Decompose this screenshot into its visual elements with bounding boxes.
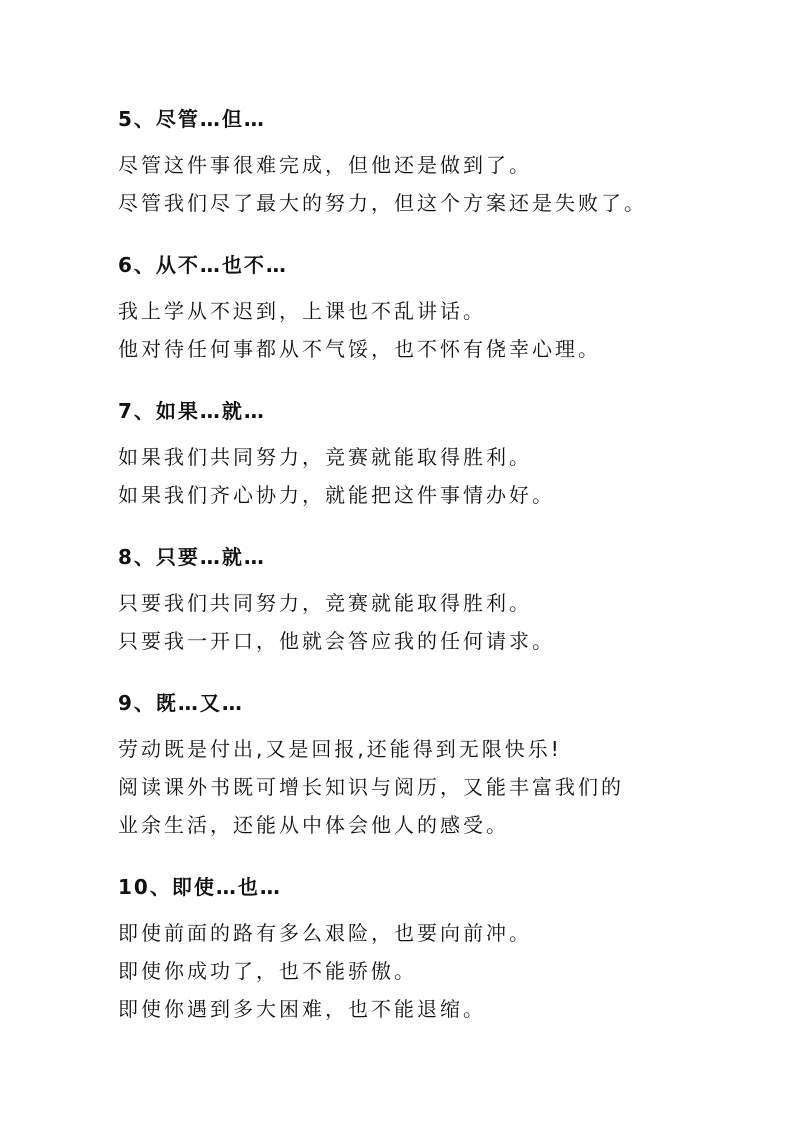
section-9 <box>118 684 758 844</box>
section-heading: 10、即使…也… <box>118 875 282 899</box>
section-heading: 8、只要…就… <box>118 545 266 569</box>
example-sentence: 即使你遇到多大困难，也不能退缩。 <box>118 997 486 1021</box>
example-sentence: 阅读课外书既可增长知识与阅历，又能丰富我们的 <box>118 775 624 799</box>
example-sentence: 如果我们共同努力，竞赛就能取得胜利。 <box>118 445 532 469</box>
section-10 <box>118 868 758 1028</box>
document-page <box>118 100 758 1028</box>
example-sentence: 尽管我们尽了最大的努力，但这个方案还是失败了。 <box>118 191 647 215</box>
example-sentence: 即使你成功了，也不能骄傲。 <box>118 959 417 983</box>
section-6 <box>118 246 758 368</box>
section-heading: 7、如果…就… <box>118 399 266 423</box>
example-sentence: 只要我们共同努力，竞赛就能取得胜利。 <box>118 591 532 615</box>
section-heading: 9、既…又… <box>118 691 244 715</box>
example-sentence: 他对待任何事都从不气馁，也不怀有侥幸心理。 <box>118 337 601 361</box>
example-sentence: 我上学从不迟到，上课也不乱讲话。 <box>118 299 486 323</box>
example-sentence: 即使前面的路有多么艰险，也要向前冲。 <box>118 921 532 945</box>
example-sentence: 如果我们齐心协力，就能把这件事情办好。 <box>118 483 555 507</box>
example-sentence: 业余生活，还能从中体会他人的感受。 <box>118 813 509 837</box>
section-heading: 6、从不…也不… <box>118 253 288 277</box>
section-8 <box>118 538 758 660</box>
section-7 <box>118 392 758 514</box>
example-sentence: 只要我一开口，他就会答应我的任何请求。 <box>118 629 555 653</box>
example-sentence: 劳动既是付出,又是回报,还能得到无限快乐! <box>118 737 562 761</box>
example-sentence: 尽管这件事很难完成，但他还是做到了。 <box>118 153 532 177</box>
section-5 <box>118 100 758 222</box>
section-heading: 5、尽管…但… <box>118 107 266 131</box>
